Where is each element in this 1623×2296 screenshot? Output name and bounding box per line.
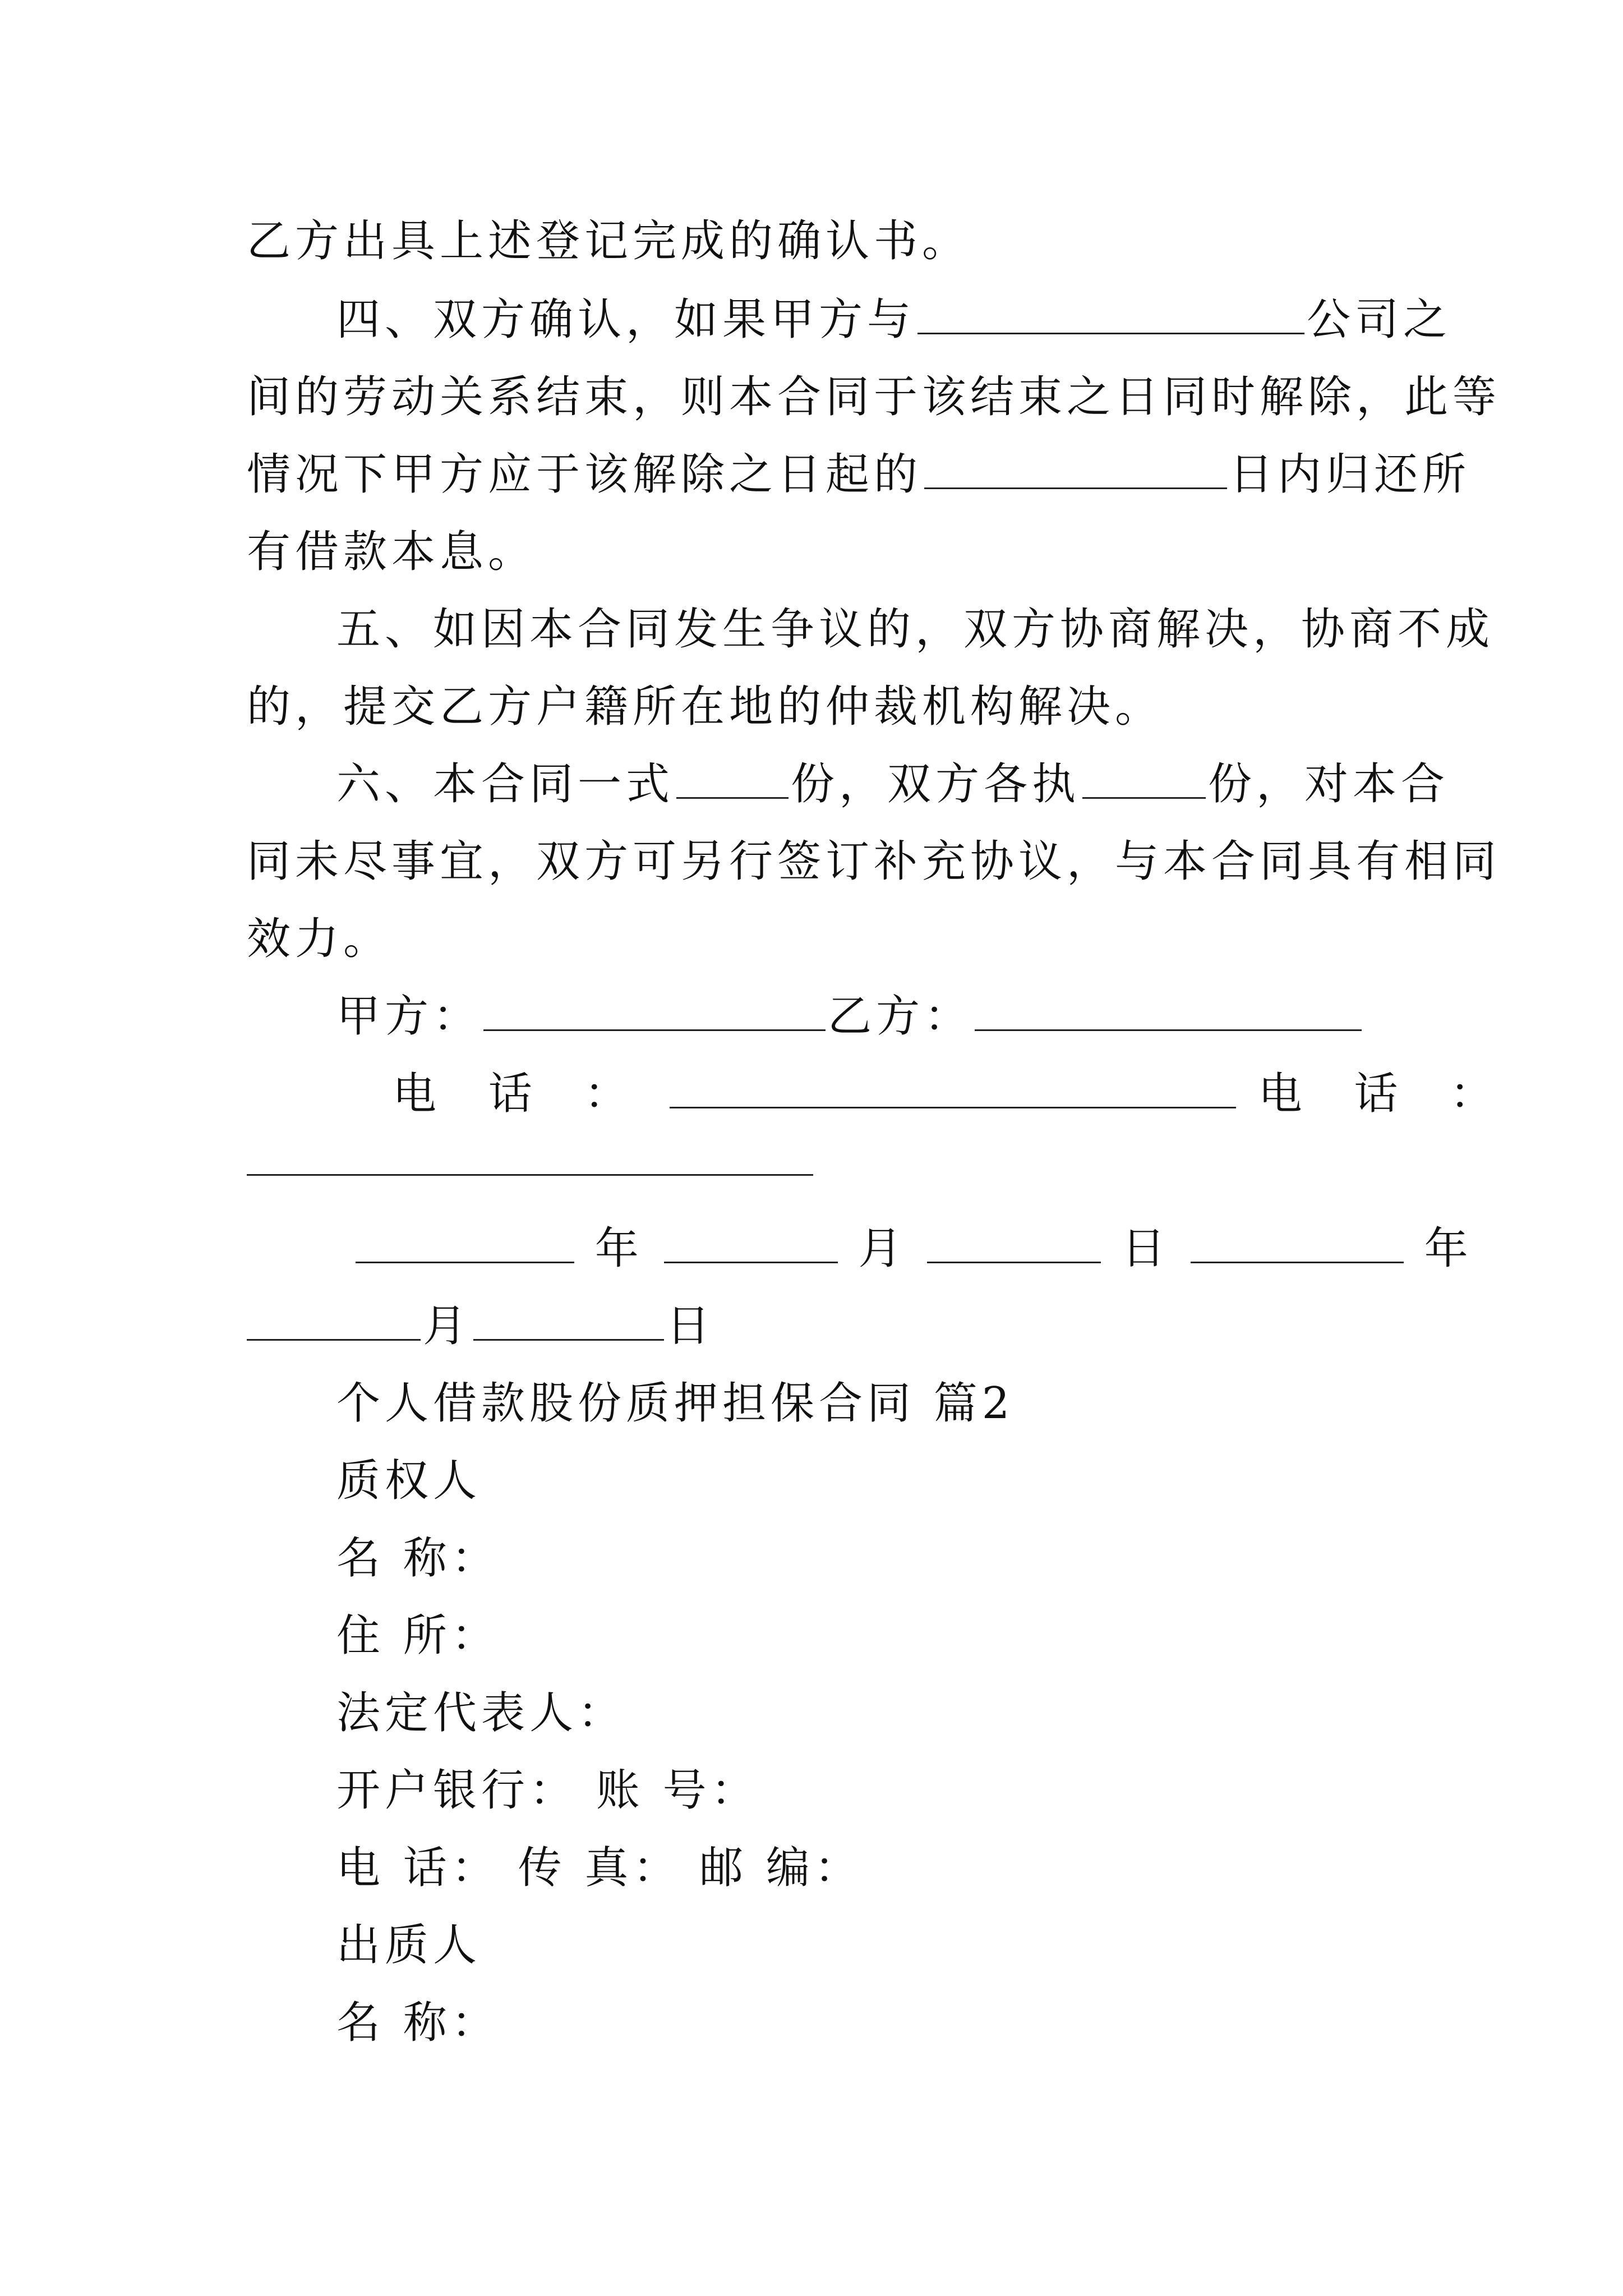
clause-4-text-end: 日内归还所 <box>1229 449 1471 500</box>
clause-4-text: 间的劳动关系结束，则本合同于该结束之日同时解除，此等 <box>247 372 1501 422</box>
clause-4-line-1 <box>336 293 1469 347</box>
copies-each-blank <box>1082 761 1206 799</box>
phone-a-blank <box>670 1071 1236 1108</box>
clause-6-text: 同未尽事宜，双方可另行签订补充协议，与本合同具有相同 <box>247 836 1501 887</box>
phone-b-blank <box>247 1138 813 1176</box>
clause-6-text-end: 份，对本合 <box>1208 759 1450 809</box>
text-line <box>247 214 1380 268</box>
phone-line <box>393 1067 1525 1121</box>
contact-line <box>336 1841 1469 1895</box>
month-b-blank <box>247 1303 421 1341</box>
contact-label: 电 话： 传 真： 邮 编： <box>336 1843 863 1893</box>
clause-4-text: 有借款本息。 <box>247 527 537 577</box>
year-a-blank <box>356 1226 574 1263</box>
phone-b-continuation <box>247 1134 1380 1188</box>
section-2-title <box>336 1377 1469 1430</box>
month-label: 月 <box>423 1301 472 1351</box>
address-label: 住 所： <box>336 1611 500 1661</box>
day-a-blank <box>927 1226 1101 1263</box>
copies-total-blank <box>676 761 789 799</box>
clause-6-line-1 <box>336 757 1469 811</box>
clause-4-text: 情况下甲方应于该解除之日起的 <box>247 449 923 500</box>
clause-6-text: 效力。 <box>247 914 392 964</box>
clause-4-line-3 <box>247 448 1471 501</box>
pledgor-heading <box>336 1918 1469 1972</box>
day-label: 日 <box>666 1301 715 1351</box>
clause-6-line-3 <box>247 912 1380 966</box>
clause-6-line-2 <box>247 835 1501 889</box>
year-b-blank <box>1191 1226 1404 1263</box>
bank-label: 开户银行： 账 号： <box>336 1765 759 1816</box>
bank-line <box>336 1764 1469 1818</box>
party-a-label: 甲方： <box>336 991 482 1042</box>
name-label: 名 称： <box>336 1533 500 1584</box>
phone-a-label: 电 话 ： <box>393 1069 647 1119</box>
party-b-label: 乙方： <box>828 991 973 1042</box>
clause-4-text-end: 公司之 <box>1307 295 1452 345</box>
legal-rep-label: 法定代表人： <box>336 1688 626 1738</box>
paragraph-text: 乙方出具上述登记完成的确认书。 <box>247 216 971 266</box>
year-label: 年 <box>594 1223 643 1274</box>
clause-4-line-4 <box>247 525 1380 579</box>
party-signature-line <box>336 990 1469 1043</box>
date-line-2 <box>247 1299 1380 1353</box>
company-name-blank <box>917 297 1304 334</box>
date-line-1 <box>353 1222 1486 1276</box>
legal-rep-line <box>336 1686 1469 1740</box>
day-b-blank <box>473 1303 664 1341</box>
section-title: 个人借款股份质押担保合同 篇2 <box>336 1378 1015 1429</box>
phone-b-label: 电 话 ： <box>1258 1069 1513 1119</box>
name-label: 名 称： <box>336 1998 500 2048</box>
party-a-blank <box>483 993 826 1031</box>
clause-4-line-2 <box>247 370 1501 424</box>
clause-6-text: 六、本合同一式 <box>336 759 675 809</box>
month-a-blank <box>664 1226 838 1263</box>
pledgor-label: 出质人 <box>336 1920 482 1971</box>
clause-5-text: 五、如因本合同发生争议的，双方协商解决，协商不成 <box>336 604 1495 655</box>
clause-5-text: 的，提交乙方户籍所在地的仲裁机构解决。 <box>247 682 1164 732</box>
pledgee-name-line <box>336 1531 1469 1585</box>
clause-4-text: 四、双方确认，如果甲方与 <box>336 295 916 345</box>
clause-5-line-2 <box>247 680 1380 734</box>
clause-5-line-1 <box>336 602 1495 656</box>
pledgee-label: 质权人 <box>336 1456 482 1506</box>
pledgor-name-line <box>336 1996 1469 2050</box>
pledgee-address-line <box>336 1609 1469 1663</box>
party-b-blank <box>975 993 1362 1031</box>
day-label: 日 <box>1122 1223 1170 1274</box>
year-label: 年 <box>1424 1223 1473 1274</box>
month-label: 月 <box>858 1223 907 1274</box>
clause-6-text: 份，双方各执 <box>791 759 1081 809</box>
days-blank <box>924 452 1227 489</box>
pledgee-heading <box>336 1454 1469 1508</box>
